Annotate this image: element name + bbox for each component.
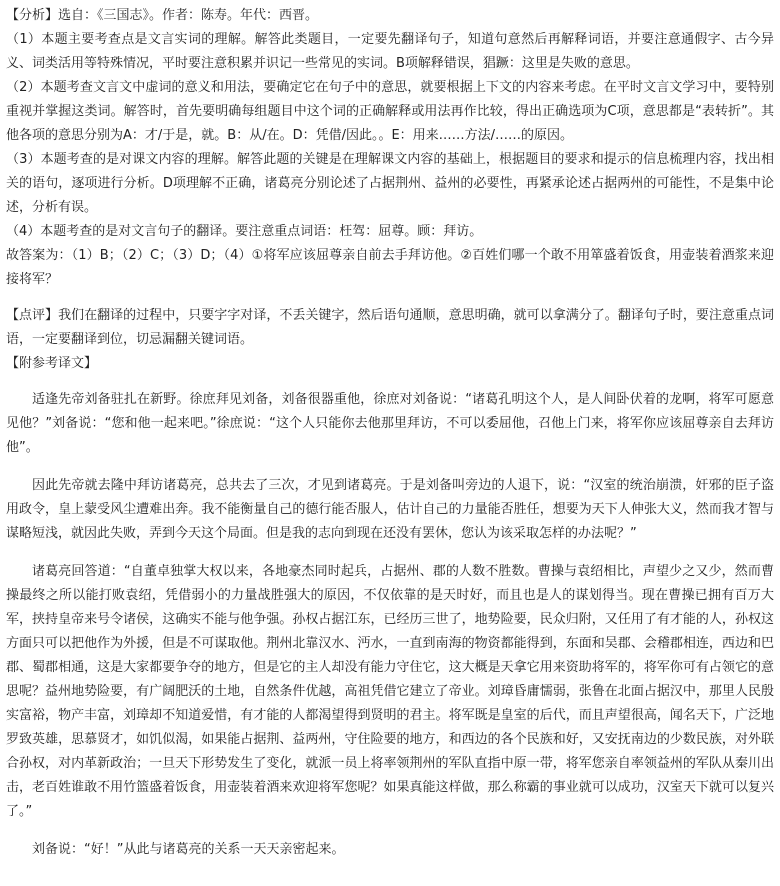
- spacer: [6, 460, 774, 474]
- spacer: [6, 546, 774, 560]
- analysis-source-line: 【分析】选自：《三国志》。作者：陈寿。年代：西晋。: [6, 8, 319, 23]
- analysis-item-2: （2）本题考查文言文中虚词的意义和用法，要确定它在句子中的意思，就要根据上下文的内容来考虑。在平时文言文学习中，要特别重视并掌握这类词。解答时，首先要明确每组题目中这个词的正确解释或用法再作比较，得出正确选项为C项，意思都是“表转折”。其他各项的意思分别为A：才/于是，就。B：从/在。D：凭借/因此。。E：用来……方法/……的原因。: [6, 80, 774, 143]
- translation-paragraph-4: 刘备说：“好！”从此与诸葛亮的关系一天天亲密起来。: [32, 842, 345, 857]
- spacer: [6, 824, 774, 838]
- translation-paragraph-2: 因此先帝就去隆中拜访诸葛亮，总共去了三次，才见到诸葛亮。于是刘备叫旁边的人退下，说：“汉室的统治崩溃，奸邪的臣子盗用政令，皇上蒙受风尘遭难出奔。我不能衡量自己的德行能否服人，估计自己的力量能否胜任，想要为天下人伸张大义，然而我才智与谋略短浅，就因此失败，弄到今天这个局面。但是我的志向到现在还没有罢休，您认为该采取怎样的办法呢？”: [6, 478, 774, 541]
- translation-heading: 【附参考译文】: [6, 356, 98, 371]
- answer-summary: 故答案为：（1）B；（2）C；（3）D；（4）①将军应该屈尊亲自前去手拜访他。②百姓们哪一个敢不用箪盛着饭食，用壶装着酒浆来迎接将军？: [6, 248, 774, 287]
- analysis-item-3: （3）本题考查的是对课文内容的理解。解答此题的关键是在理解课文内容的基础上，根据题目的要求和提示的信息梳理内容，找出相关的语句，逐项进行分析。D项理解不正确，诸葛亮分别论述了占据荆州、益州的必要性，再紧承论述占据两州的可能性，不是集中论述，分析有误。: [6, 152, 774, 215]
- translation-paragraph-1: 适逢先帝刘备驻扎在新野。徐庶拜见刘备，刘备很器重他，徐庶对刘备说：“诸葛孔明这个人，是人间卧伏着的龙啊，将军可愿意见他？”刘备说：“您和他一起来吧。”徐庶说：“这个人只能你去他那里拜访，不可以委屈他，召他上门来，将军你应该屈尊亲自去拜访他”。: [6, 392, 774, 455]
- analysis-item-4: （4）本题考查的是对文言句子的翻译。要注意重点词语：枉驾：屈尊。顾：拜访。: [6, 224, 483, 239]
- translation-paragraph-3: 诸葛亮回答道：“自董卓独掌大权以来，各地豪杰同时起兵，占据州、郡的人数不胜数。曹操与袁绍相比，声望少之又少，然而曹操最终之所以能打败袁绍，凭借弱小的力量战胜强大的原因，不仅依靠的是天时好，而且也是人的谋划得当。现在曹操已拥有百万大军，挟持皇帝来号令诸侯，这确实不能与他争强。孙权占据江东，已经历三世了，地势险要，民众归附，又任用了有才能的人，孙权这方面只可以把他作为外援，但是不可谋取他。荆州北靠汉水、沔水，一直到南海的物资都能得到，东面和吴郡、会稽郡相连，西边和巴郡、蜀郡相通，这是大家都要争夺的地方，但是它的主人却没有能力守住它，这大概是天拿它用来资助将军的，将军你可有占领它的意思呢？益州地势险要，有广阔肥沃的土地，自然条件优越，高祖凭借它建立了帝业。刘璋昏庸懦弱，张鲁在北面占据汉中，那里人民殷实富裕，物产丰富，刘璋却不知道爱惜，有才能的人都渴望得到贤明的君主。将军既是皇室的后代，而且声望很高，闻名天下，广泛地罗致英雄，思慕贤才，如饥似渴，如果能占据荆、益两州，守住险要的地方，和西边的各个民族和好，又安抚南边的少数民族，对外联合孙权，对内革新政治；一旦天下形势发生了变化，就派一员上将率领荆州的军队直指中原一带，将军您亲自率领益州的军队从秦川出击，老百姓谁敢不用竹篮盛着饭食，用壶装着酒来欢迎将军您呢？如果真能这样做，那么称霸的事业就可以成功，汉室天下就可以复兴了。”: [6, 564, 774, 819]
- comment-paragraph: 【点评】我们在翻译的过程中，只要字字对译，不丢关键字，然后语句通顺，意思明确，就可以拿满分了。翻译句子时，要注意重点词语，一定要翻译到位，切忌漏翻关键词语。: [6, 308, 774, 347]
- spacer: [6, 376, 774, 388]
- analysis-item-1: （1）本题主要考查点是文言实词的理解。解答此类题目，一定要先翻译句子，知道句意然后再解释词语，并要注意通假字、古今异义、词类活用等特殊情况，平时要注意积累并识记一些常见的实词。B项解释错误，猖蹶：这里是失败的意思。: [6, 32, 774, 71]
- spacer: [6, 292, 774, 304]
